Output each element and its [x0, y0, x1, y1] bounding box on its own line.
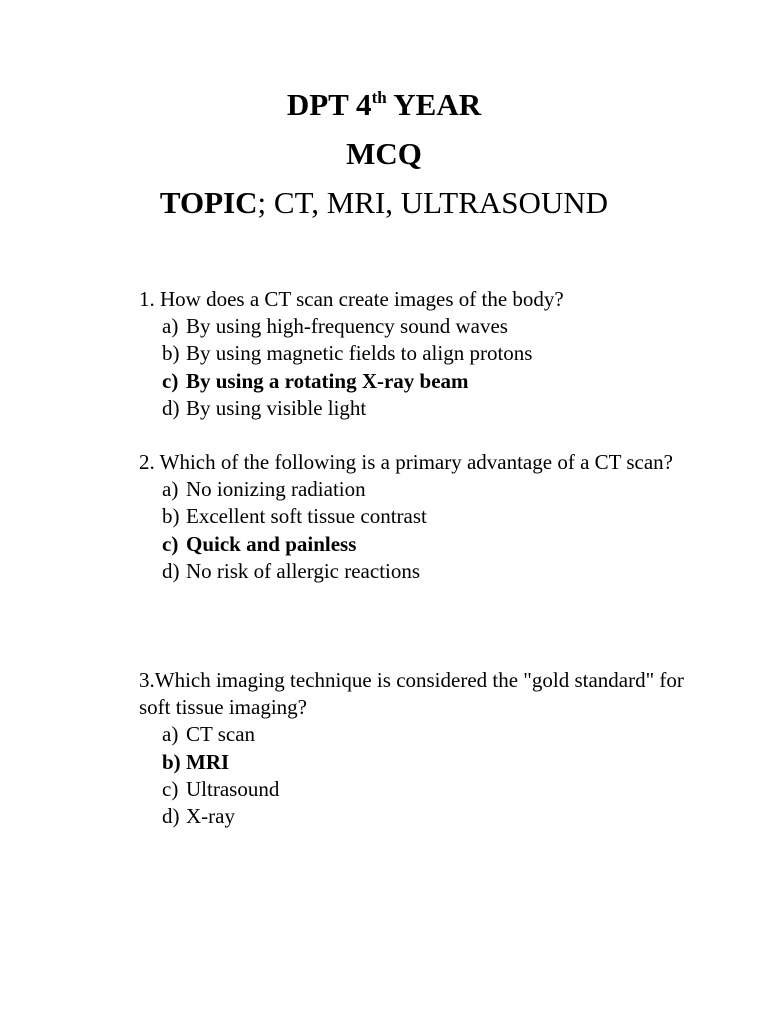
question-2	[139, 449, 684, 585]
option-text: By using magnetic fields to align protons	[186, 341, 533, 366]
option-text: Excellent soft tissue contrast	[186, 504, 427, 529]
title-mcq: MCQ	[346, 136, 422, 171]
option-letter: a)	[162, 477, 179, 502]
options-list	[139, 476, 684, 585]
option-a	[139, 476, 684, 503]
option-letter: b)	[162, 341, 180, 366]
question-text: 3.Which imaging technique is considered the "gold standard" for soft tissue imaging?	[139, 668, 684, 720]
option-text: By using visible light	[186, 395, 367, 420]
title-year-prefix: DPT 4	[286, 87, 372, 122]
option-b	[139, 340, 684, 367]
title-year-suffix: YEAR	[386, 87, 482, 122]
option-letter: d)	[162, 395, 180, 420]
option-text: By using high-frequency sound waves	[186, 314, 508, 339]
question-3	[139, 667, 684, 830]
option-letter: d)	[162, 558, 180, 583]
title-year-superscript: th	[371, 88, 387, 107]
option-d	[139, 395, 684, 422]
option-letter: b)	[162, 749, 181, 774]
title-year	[0, 87, 768, 123]
option-letter: b)	[162, 504, 180, 529]
option-text: CT scan	[186, 722, 256, 747]
option-b-correct	[139, 749, 684, 776]
option-text: Ultrasound	[186, 776, 280, 801]
option-letter: c)	[162, 531, 179, 556]
option-letter: d)	[162, 804, 180, 829]
title-topic	[0, 185, 768, 221]
topic-value: ; CT, MRI, ULTRASOUND	[257, 185, 609, 220]
options-list	[139, 313, 684, 422]
option-d	[139, 558, 684, 585]
option-text: MRI	[186, 749, 230, 774]
question-1	[139, 286, 684, 422]
option-c	[139, 776, 684, 803]
option-a	[139, 721, 684, 748]
question-text: 2. Which of the following is a primary advantage of a CT scan?	[139, 450, 673, 474]
option-letter: c)	[162, 368, 179, 393]
options-list	[139, 721, 684, 830]
option-text: Quick and painless	[186, 531, 357, 556]
option-c-correct	[139, 531, 684, 558]
option-text: No ionizing radiation	[186, 477, 366, 502]
option-c-correct	[139, 368, 684, 395]
option-d	[139, 803, 684, 830]
option-b	[139, 503, 684, 530]
option-text: No risk of allergic reactions	[186, 558, 421, 583]
option-text: X-ray	[186, 804, 235, 829]
topic-label: TOPIC	[159, 185, 258, 220]
option-letter: a)	[162, 722, 179, 747]
option-a	[139, 313, 684, 340]
question-text: 1. How does a CT scan create images of the body?	[139, 287, 564, 311]
option-text: By using a rotating X-ray beam	[186, 368, 469, 393]
option-letter: c)	[162, 776, 179, 801]
option-letter: a)	[162, 314, 179, 339]
